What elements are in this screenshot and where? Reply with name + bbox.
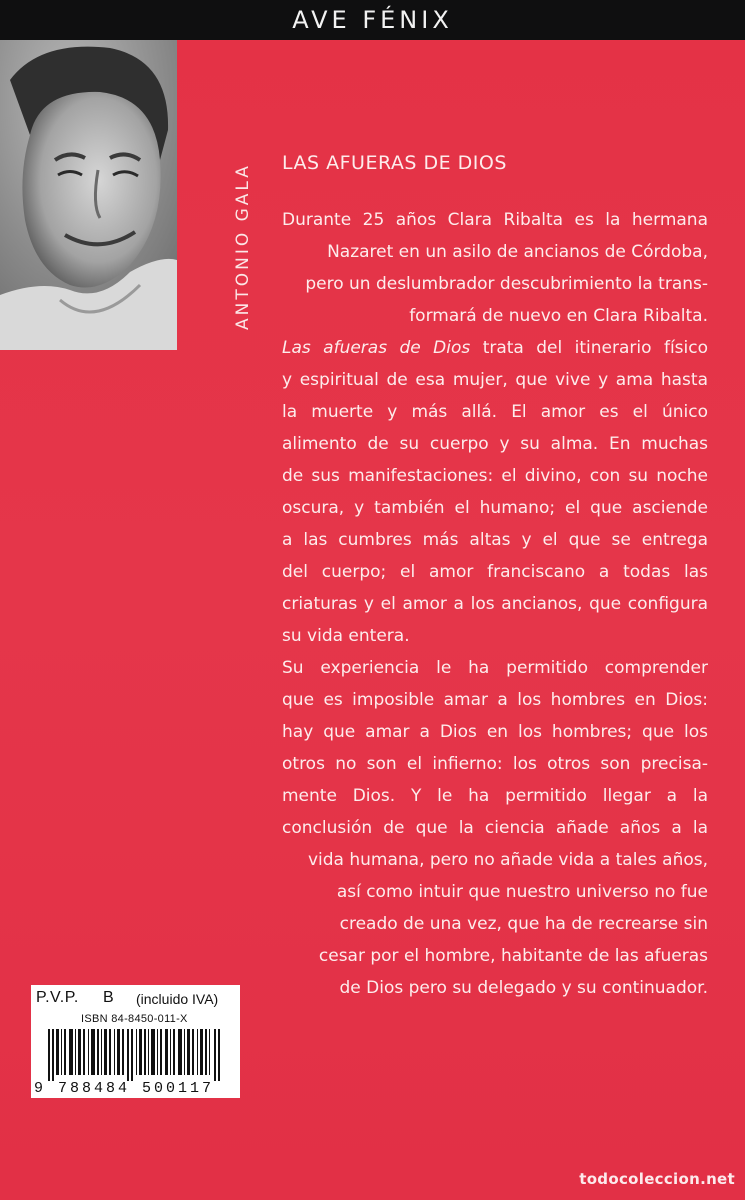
synopsis-line: que es imposible amar a los hombres en Dios: <box>282 690 708 710</box>
synopsis-line: de sus manifestaciones: el divino, con su noche <box>282 466 708 486</box>
synopsis-line: mente Dios. Y le ha permitido llegar a la <box>282 786 708 806</box>
isbn-number: ISBN 84-8450-011-X <box>81 1013 188 1025</box>
synopsis-line: del cuerpo; el amor franciscano a todas las <box>282 562 708 582</box>
price-code: B <box>103 989 114 1006</box>
price-label: P.V.P. <box>36 989 79 1006</box>
synopsis-line-with-title <box>282 332 708 364</box>
synopsis-italic-title: Las afueras de Dios <box>282 338 471 358</box>
barcode-icon <box>48 1029 226 1081</box>
synopsis-line: oscura, y también el humano; el que asciende <box>282 498 708 518</box>
synopsis-line: y espiritual de esa mujer, que vive y ama hasta <box>282 370 708 390</box>
barcode-box <box>31 985 240 1098</box>
author-portrait-image <box>0 40 177 350</box>
series-name: AVE FÉNIX <box>292 6 453 34</box>
synopsis-line: criaturas y el amor a los ancianos, que configura <box>282 594 708 614</box>
synopsis-line: hay que amar a Dios en los hombres; que los <box>282 722 708 742</box>
book-title: LAS AFUERAS DE DIOS <box>282 152 507 174</box>
synopsis-line: de Dios pero su delegado y su continuador. <box>339 978 708 998</box>
synopsis-line: pero un deslumbrador descubrimiento la trans- <box>305 274 708 294</box>
synopsis-line: la muerte y más allá. El amor es el único <box>282 402 708 422</box>
synopsis-line: otros no son el infierno: los otros son precisa- <box>282 754 708 774</box>
synopsis-line: creado de una vez, que ha de recrearse sin <box>339 914 708 934</box>
synopsis-line: Durante 25 años Clara Ribalta es la hermana <box>282 210 708 230</box>
author-photo <box>0 40 177 350</box>
tax-note: (incluido IVA) <box>136 991 219 1007</box>
synopsis-line: trata del itinerario físico <box>482 338 708 358</box>
barcode-number: 9 788484 500117 <box>34 1080 215 1097</box>
synopsis-line: vida humana, pero no añade vida a tales años, <box>307 850 708 870</box>
author-name: ANTONIO GALA <box>233 163 253 330</box>
synopsis-line: cesar por el hombre, habitante de las afueras <box>318 946 708 966</box>
watermark: todocoleccion.net <box>579 1170 735 1188</box>
synopsis-line: formará de nuevo en Clara Ribalta. <box>409 306 708 326</box>
synopsis-line: alimento de su cuerpo y su alma. En muchas <box>282 434 708 454</box>
synopsis-line: conclusión de que la ciencia añade años a la <box>282 818 708 838</box>
synopsis <box>282 204 708 1004</box>
synopsis-line: Nazaret en un asilo de ancianos de Córdoba, <box>327 242 708 262</box>
synopsis-line: Su experiencia le ha permitido comprender <box>282 658 708 678</box>
synopsis-line: a las cumbres más altas y el que se entrega <box>282 530 708 550</box>
synopsis-line: su vida entera. <box>282 626 410 646</box>
synopsis-line: así como intuir que nuestro universo no fue <box>336 882 708 902</box>
